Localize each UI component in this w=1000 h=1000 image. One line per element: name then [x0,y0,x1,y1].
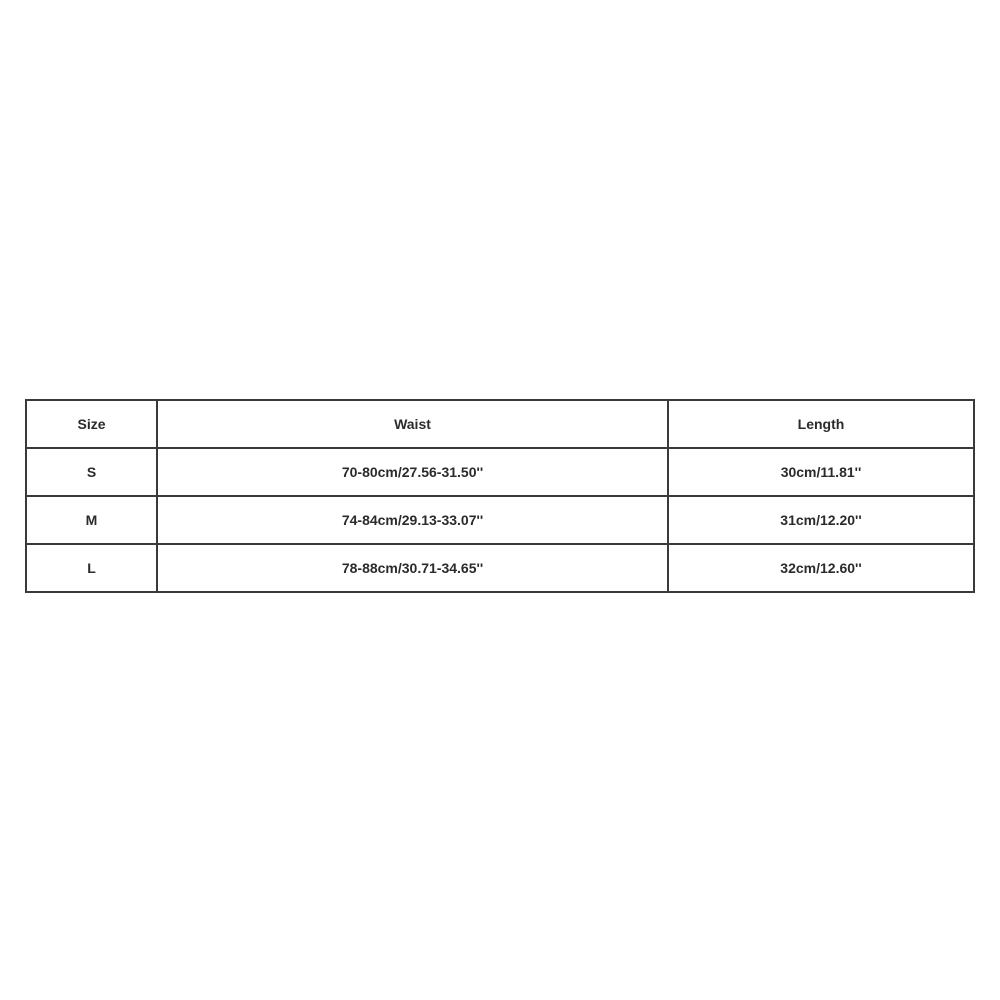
cell-length: 31cm/12.20'' [668,496,974,544]
table-row [26,544,974,592]
cell-waist: 78-88cm/30.71-34.65'' [157,544,668,592]
cell-waist: 74-84cm/29.13-33.07'' [157,496,668,544]
cell-size: S [26,448,157,496]
table-row [26,448,974,496]
cell-length: 30cm/11.81'' [668,448,974,496]
cell-size: L [26,544,157,592]
cell-length: 32cm/12.60'' [668,544,974,592]
size-chart-table [25,399,975,593]
table-row [26,496,974,544]
header-size: Size [26,400,157,448]
table-header-row [26,400,974,448]
cell-waist: 70-80cm/27.56-31.50'' [157,448,668,496]
cell-size: M [26,496,157,544]
header-waist: Waist [157,400,668,448]
header-length: Length [668,400,974,448]
